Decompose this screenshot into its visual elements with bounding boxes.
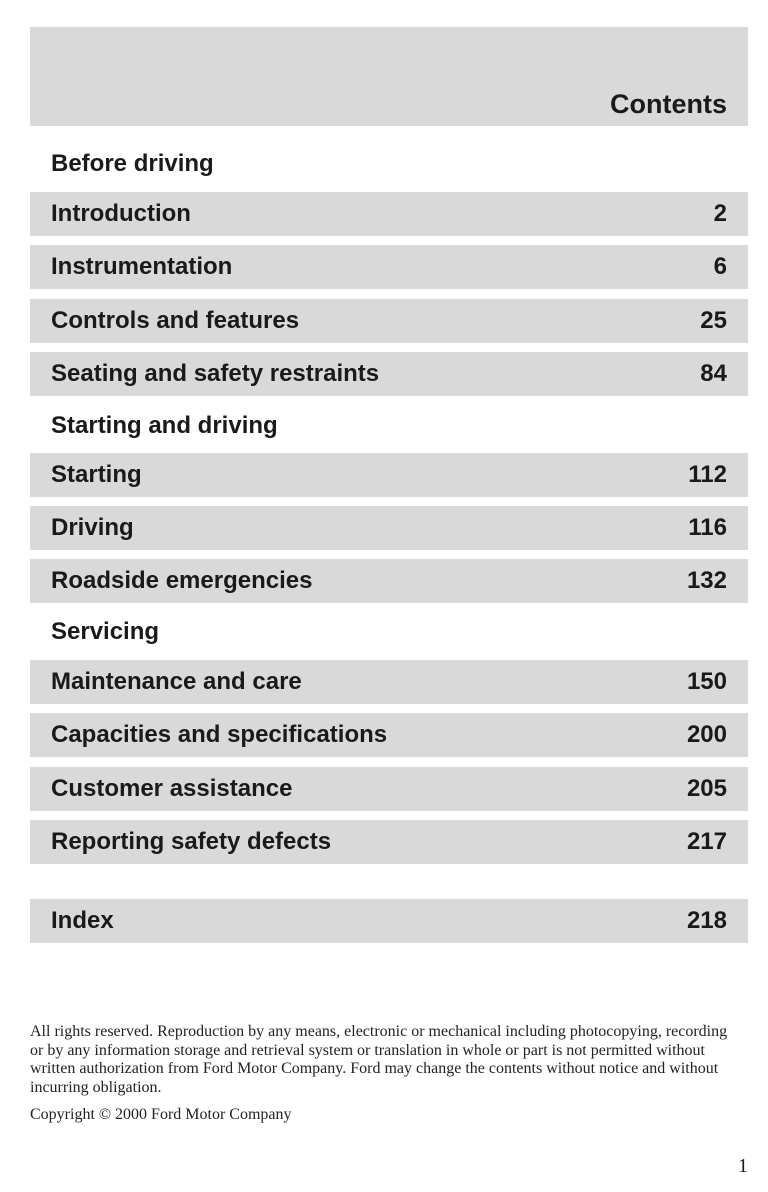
toc-row-driving[interactable]: [30, 506, 748, 550]
toc-row-roadside-emergencies[interactable]: [30, 559, 748, 603]
toc-label: Seating and safety restraints: [51, 360, 380, 387]
toc-label: Starting: [51, 461, 142, 488]
toc-label: Reporting safety defects: [51, 828, 332, 855]
copyright-line: Copyright © 2000 Ford Motor Company: [30, 1106, 292, 1123]
toc-label: Customer assistance: [51, 775, 293, 802]
page-number: 1: [738, 1155, 748, 1177]
toc-label: Roadside emergencies: [51, 567, 313, 594]
toc-label: Driving: [51, 514, 134, 541]
toc-row-controls-and-features[interactable]: [30, 299, 748, 343]
toc-label: Maintenance and care: [51, 668, 302, 695]
toc-row-customer-assistance[interactable]: [30, 767, 748, 811]
toc-row-introduction[interactable]: [30, 192, 748, 236]
toc-row-capacities-and-specifications[interactable]: [30, 713, 748, 757]
toc-label: Controls and features: [51, 307, 300, 334]
toc-page-number: 116: [688, 514, 727, 541]
toc-row-seating-and-safety-restraints[interactable]: [30, 352, 748, 396]
toc-page-number: 200: [686, 721, 727, 748]
toc-label: Introduction: [51, 200, 191, 227]
toc-page-number: 112: [688, 461, 727, 488]
toc-page-number: 218: [686, 907, 727, 934]
toc-row-index[interactable]: [30, 899, 748, 943]
toc-row-instrumentation[interactable]: [30, 245, 748, 289]
legal-notice: All rights reserved. Reproduction by any means, electronic or mechanical including photocopying, recording or by any information storage and retrieval system or translation in whole or part is not permitted without written authorization from Ford Motor Company. Ford may change the contents without notice and without incurring obligation.: [30, 1023, 728, 1096]
page-title: Contents: [610, 89, 727, 119]
toc-page-number: 150: [686, 668, 727, 695]
toc-row-reporting-safety-defects[interactable]: [30, 820, 748, 864]
section-heading-before-driving: Before driving: [51, 150, 214, 177]
section-heading-starting-and-driving: Starting and driving: [51, 412, 278, 439]
toc-page-number: 84: [700, 360, 727, 387]
toc-page-number: 25: [700, 307, 727, 334]
toc-page-number: 6: [713, 253, 727, 280]
toc-page-number: 217: [686, 828, 727, 855]
toc-row-starting[interactable]: [30, 453, 748, 497]
section-heading-servicing: Servicing: [51, 618, 160, 645]
title-band: [30, 27, 748, 126]
toc-label: Capacities and specifications: [51, 721, 388, 748]
toc-page-number: 2: [713, 200, 727, 227]
toc-label: Index: [51, 907, 114, 934]
toc-label: Instrumentation: [51, 253, 233, 280]
toc-page-number: 205: [686, 775, 727, 802]
toc-row-maintenance-and-care[interactable]: [30, 660, 748, 704]
toc-page-number: 132: [686, 567, 727, 594]
